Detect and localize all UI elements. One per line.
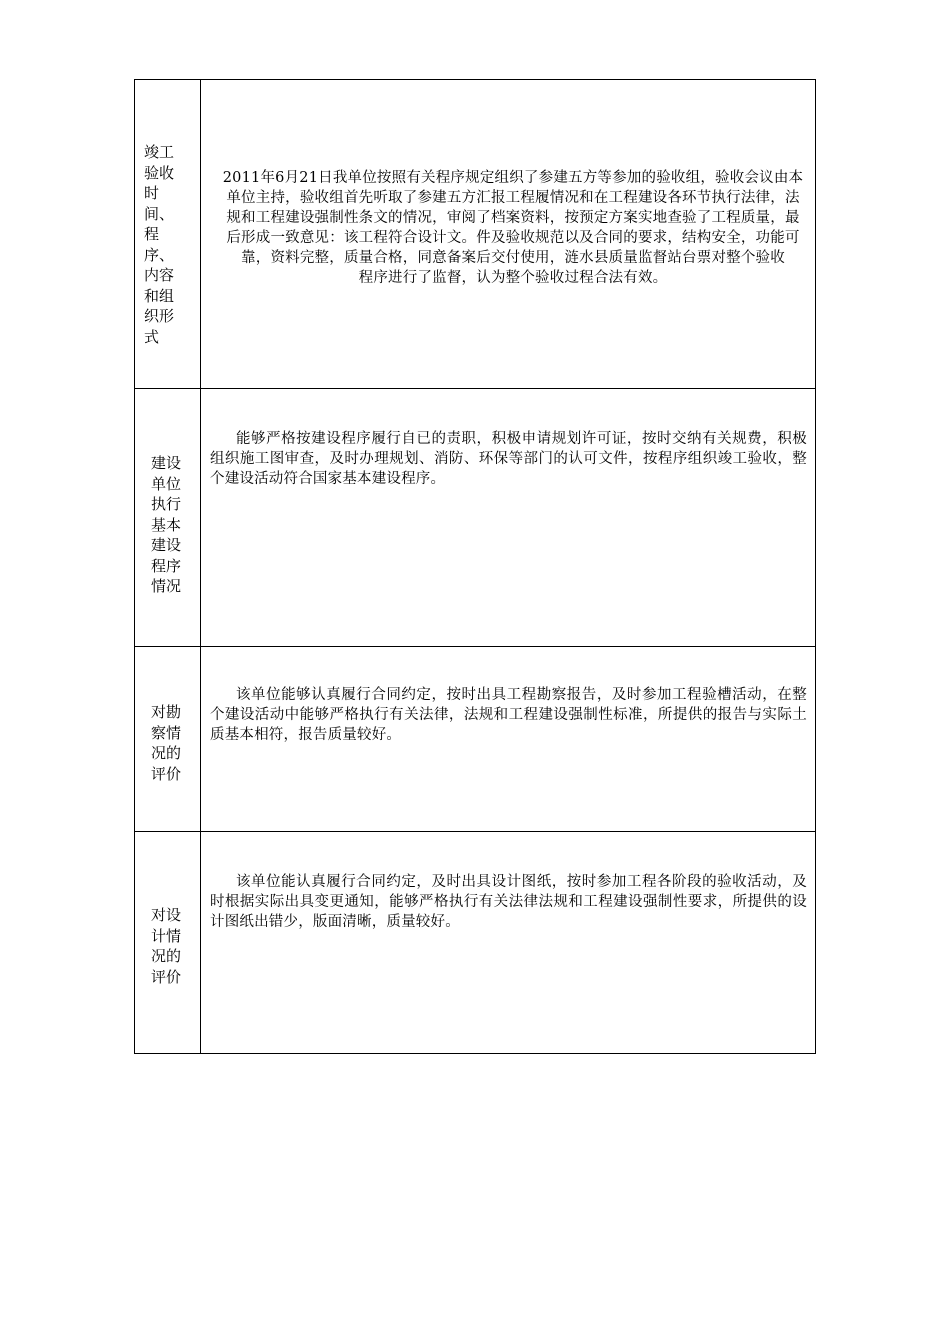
row-label: 对勘 察情 况的 评价: [151, 703, 182, 783]
table-row-survey-evaluation: [135, 647, 816, 832]
row-label-cell: [135, 832, 201, 1054]
row-content-cell: [201, 80, 816, 389]
row-content: 该单位能认真履行合同约定，及时出具设计图纸，按时参加工程各阶段的验收活动，及时根据实际出具变更通知，能够严格执行有关法律法规和工程建设强制性要求，所提供的设计图纸出错少，版面清晰，质量较好。: [210, 874, 807, 930]
row-content: 能够严格按建设程序履行自已的责职，积极申请规划许可证，按时交纳有关规费，积极组织施工图审查，及时办理规划、消防、环保等部门的认可文件，按程序组织竣工验收，整个建设活动符合国家基本建设程序。: [210, 431, 807, 487]
row-content: 2011年6月21日我单位按照有关程序规定组织了参建五方等参加的验收组，验收会议由本单位主持，验收组首先听取了参建五方汇报工程履情况和在工程建设各环节执行法律，法规和工程建设强制性条文的情况，审阅了档案资料，按预定方案实地查验了工程质量，最后形成一致意见：该工程符合设计文。件及验收规范以及合同的要求，结构安全，功能可靠，资料完整，质量合格，同意备案后交付使用，涟水县质量监督站台票对整个验收 程序进行了监督，认为整个验收过程合法有效。: [222, 170, 815, 286]
row-content: 该单位能够认真履行合同约定，按时出具工程勘察报告，及时参加工程验槽活动，在整个建设活动中能够严格执行有关法律，法规和工程建设强制性标准，所提供的报告与实际土质基本相符，报告质量较好。: [210, 687, 807, 743]
row-content-cell: [201, 389, 816, 647]
row-label-cell: [135, 389, 201, 647]
row-content-cell: [201, 832, 816, 1054]
row-label: 竣工 验收 时 间、 程 序、 内容 和组 织形 式: [144, 143, 175, 346]
table-row-completion-acceptance: [135, 80, 816, 389]
row-label: 建设 单位 执行 基本 建设 程序 情况: [151, 454, 182, 595]
row-content-cell: [201, 647, 816, 832]
row-label-cell: [135, 80, 201, 389]
acceptance-table: [134, 79, 816, 1054]
row-label: 对设 计情 况的 评价: [151, 906, 182, 986]
table-row-design-evaluation: [135, 832, 816, 1054]
row-label-cell: [135, 647, 201, 832]
table-row-construction-unit: [135, 389, 816, 647]
